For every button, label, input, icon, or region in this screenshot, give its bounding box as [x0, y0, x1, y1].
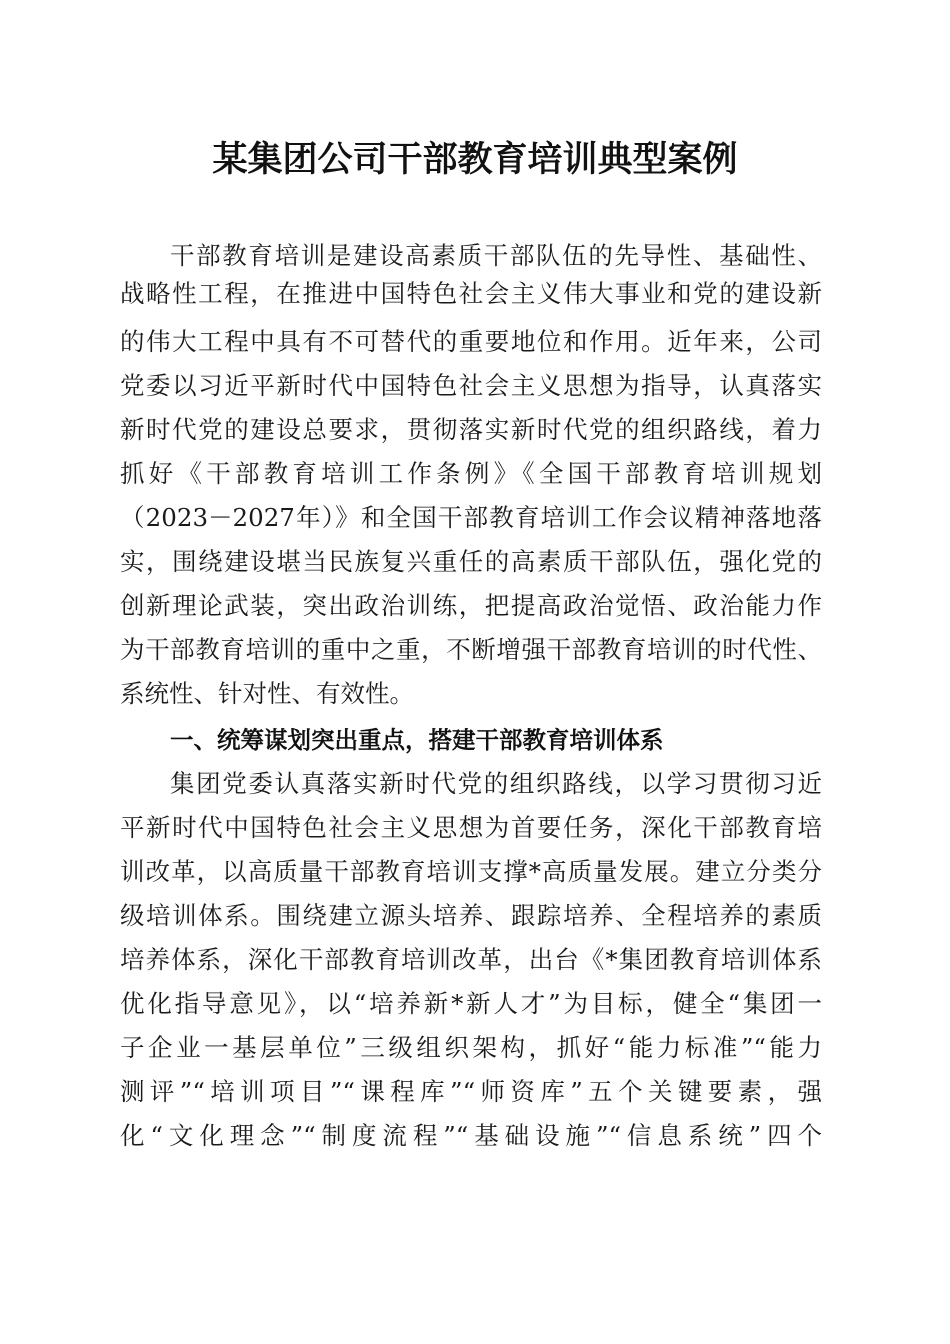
paragraph-line: 为干部教育培训的重中之重，不断增强干部教育培训的时代性、: [120, 635, 822, 664]
paragraph-line: 优化指导意见》，以“培养新*新人才”为目标，健全“集团一: [120, 989, 822, 1018]
paragraph-line: 干部教育培训是建设高素质干部队伍的先导性、基础性、: [170, 241, 822, 270]
section-heading: 一、统筹谋划突出重点，搭建干部教育培训体系: [170, 726, 664, 754]
paragraph-line: 培养体系，深化干部教育培训改革，出台《*集团教育培训体系: [120, 945, 822, 974]
paragraph-line: （2023－2027年）》和全国干部教育培训工作会议精神落地落: [120, 503, 822, 532]
paragraph-line: 集团党委认真落实新时代党的组织路线，以学习贯彻习近: [170, 769, 822, 798]
paragraph-line: 平新时代中国特色社会主义思想为首要任务，深化干部教育培: [120, 813, 822, 842]
paragraph-line: 党委以习近平新时代中国特色社会主义思想为指导，认真落实: [120, 371, 822, 400]
paragraph-line: 系统性、针对性、有效性。: [120, 679, 414, 708]
paragraph-line: 级培训体系。围绕建立源头培养、跟踪培养、全程培养的素质: [120, 901, 822, 930]
paragraph-line: 训改革，以高质量干部教育培训支撑*高质量发展。建立分类分: [120, 857, 822, 886]
document-title: 某集团公司干部教育培训典型案例: [212, 139, 738, 180]
paragraph-line: 战略性工程，在推进中国特色社会主义伟大事业和党的建设新: [120, 279, 822, 308]
paragraph-line: 测评”“培训项目”“课程库”“师资库”五个关键要素，强: [120, 1077, 822, 1106]
paragraph-line: 新时代党的建设总要求，贯彻落实新时代党的组织路线，着力: [120, 415, 822, 444]
paragraph-line: 创新理论武装，突出政治训练，把提高政治觉悟、政治能力作: [120, 591, 822, 620]
paragraph-line: 抓好《干部教育培训工作条例》《全国干部教育培训规划: [120, 459, 822, 488]
paragraph-line: 子企业一基层单位”三级组织架构，抓好“能力标准”“能力: [120, 1033, 822, 1062]
paragraph-line: 实，围绕建设堪当民族复兴重任的高素质干部队伍，强化党的: [120, 547, 822, 576]
paragraph-line: 化“文化理念”“制度流程”“基础设施”“信息系统”四个: [120, 1121, 822, 1150]
paragraph-line: 的伟大工程中具有不可替代的重要地位和作用。近年来，公司: [120, 327, 822, 356]
